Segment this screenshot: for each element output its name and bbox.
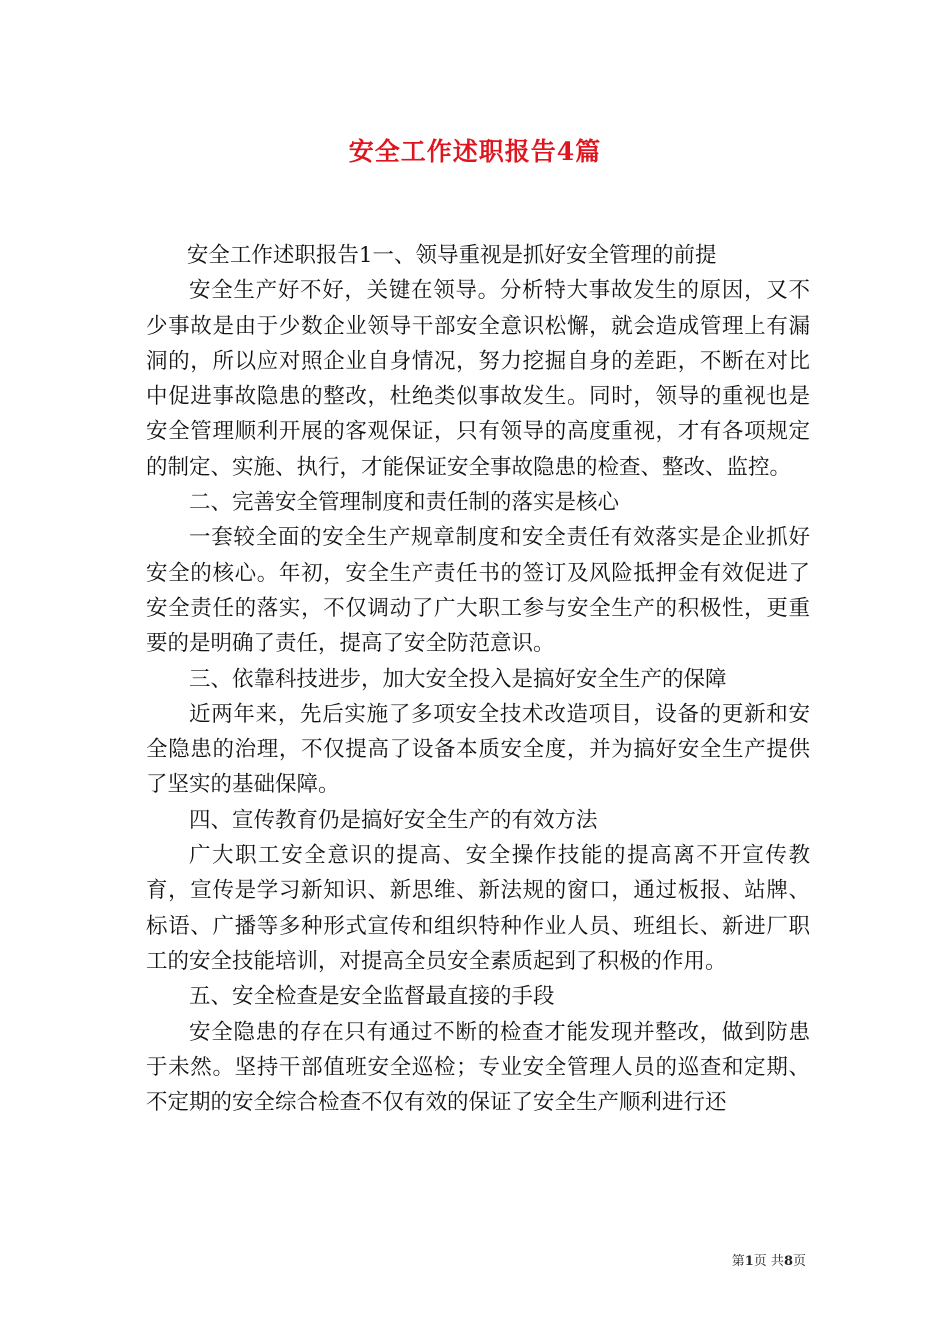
paragraph-6: 安全隐患的存在只有通过不断的检查才能发现并整改，做到防患于未然。坚持干部值班安全巡检；专业安全管理人员的巡查和定期、不定期的安全综合检查不仅有效的保证了安全生产顺利进行还 xyxy=(146,1019,810,1116)
section-heading-4: 四、宣传教育仍是搞好安全生产的有效方法 xyxy=(189,807,598,833)
footer-middle: 页 共 xyxy=(753,1254,784,1269)
total-pages-number: 8 xyxy=(783,1254,793,1269)
section-heading-2: 二、完善安全管理制度和责任制的落实是核心 xyxy=(189,490,620,516)
document-title: 安全工作述职报告4篇 xyxy=(348,137,602,166)
current-page-number: 1 xyxy=(744,1254,754,1269)
section-heading-3: 三、依靠科技进步，加大安全投入是搞好安全生产的保障 xyxy=(189,666,727,692)
paragraph-5: 广大职工安全意识的提高、安全操作技能的提高离不开宣传教育，宣传是学习新知识、新思维、新法规的窗口，通过板报、站牌、标语、广播等多种形式宣传和组织特种作业人员、班组长、新进厂职工的安全技能培训，对提高全员安全素质起到了积极的作用。 xyxy=(146,843,810,974)
paragraph-3: 一套较全面的安全生产规章制度和安全责任有效落实是企业抓好安全的核心。年初，安全生产责任书的签订及风险抵押金有效促进了安全责任的落实，不仅调动了广大职工参与安全生产的积极性，更重要的是明确了责任，提高了安全防范意识。 xyxy=(146,525,810,657)
footer-prefix: 第 xyxy=(731,1254,745,1269)
section-heading-5: 五、安全检查是安全监督最直接的手段 xyxy=(189,984,555,1010)
paragraph-4: 近两年来，先后实施了多项安全技术改造项目，设备的更新和安全隐患的治理，不仅提高了设备本质安全度，并为搞好安全生产提供了坚实的基础保障。 xyxy=(146,701,810,798)
footer-suffix: 页 xyxy=(792,1254,806,1269)
paragraph-1: 安全工作述职报告1一、领导重视是抓好安全管理的前提 xyxy=(186,243,717,268)
document-body xyxy=(146,238,810,1120)
paragraph-2: 安全生产好不好，关键在领导。分析特大事故发生的原因，又不少事故是由于少数企业领导干部安全意识松懈，就会造成管理上有漏洞的，所以应对照企业自身情况，努力挖掘自身的差距，不断在对比中促进事故隐患的整改，杜绝类似事故发生。同时，领导的重视也是安全管理顺利开展的客观保证，只有领导的高度重视，才有各项规定的制定、实施、执行，才能保证安全事故隐患的检查、整改、监控。 xyxy=(146,278,810,480)
page-footer xyxy=(732,1250,806,1269)
